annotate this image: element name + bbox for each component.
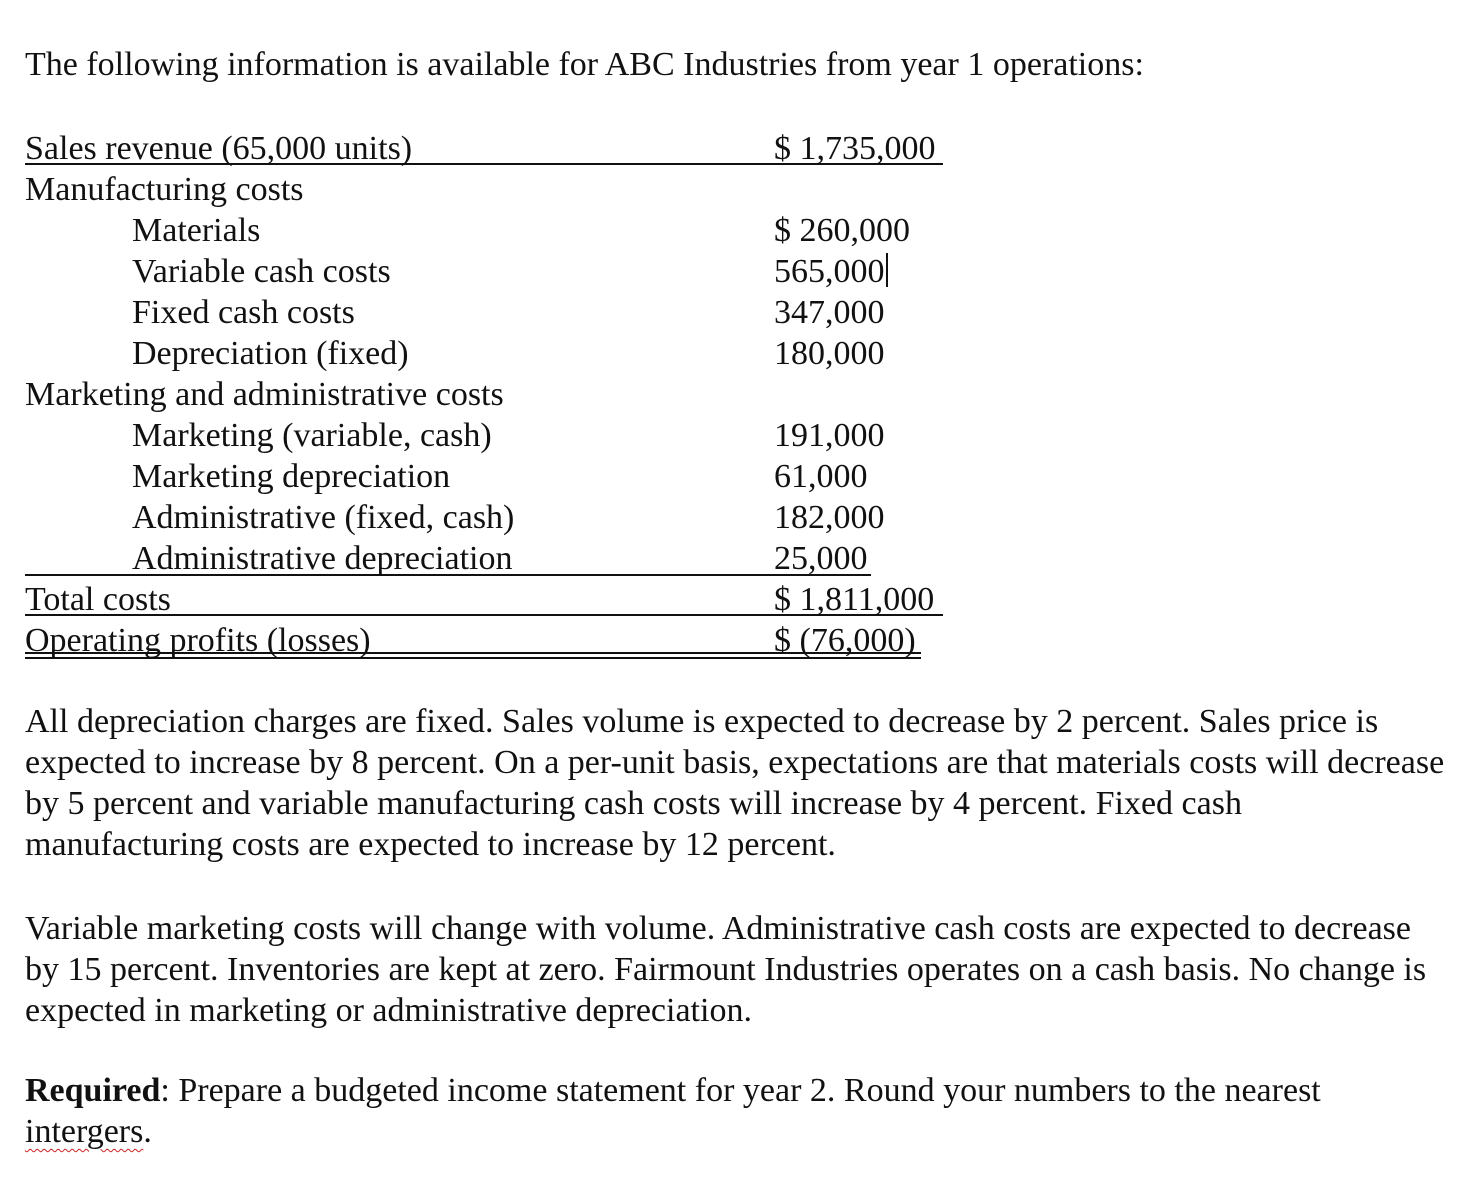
- marketing-depreciation-row: [25, 456, 945, 497]
- sales-label: Sales revenue (65,000 units): [25, 130, 413, 167]
- depreciation-amount: 180,000: [774, 335, 885, 372]
- marketing-heading: Marketing and administrative costs: [25, 376, 504, 413]
- required-text: : Prepare a budgeted income statement for year 2. Round your numbers to the nearest: [160, 1072, 1321, 1109]
- operating-rule-2: [25, 657, 921, 659]
- required-label: Required: [25, 1072, 161, 1109]
- variable-cash-costs-row: [25, 251, 945, 292]
- materials-label: Materials: [132, 212, 261, 249]
- operating-profits-label: Operating profits (losses): [25, 622, 371, 659]
- fixed-cash-costs-label: Fixed cash costs: [132, 294, 355, 331]
- depreciation-row: [25, 333, 945, 374]
- administrative-fixed-row: [25, 497, 945, 538]
- marketing-variable-label: Marketing (variable, cash): [132, 417, 492, 454]
- administrative-fixed-label: Administrative (fixed, cash): [132, 499, 515, 536]
- depreciation-label: Depreciation (fixed): [132, 335, 409, 372]
- marketing-depreciation-label: Marketing depreciation: [132, 458, 451, 495]
- paragraph-other-assumptions: Variable marketing costs will change with volume. Administrative cash costs are expected to decrease by 15 percent. Inventories are kept at zero. Fairmount Industries operates on a cash basis. No change is expected in marketing or administrative depreciation.: [25, 910, 1427, 1029]
- operating-rule-1: [25, 652, 921, 654]
- manufacturing-heading-row: [25, 169, 945, 210]
- administrative-depreciation-amount: 25,000: [774, 540, 868, 577]
- total-costs-label: Total costs: [25, 581, 171, 618]
- marketing-variable-row: [25, 415, 945, 456]
- misspelled-word: intergers: [25, 1113, 144, 1150]
- paragraph-assumptions: All depreciation charges are fixed. Sales volume is expected to decrease by 2 percent. Sales price is expected to increase by 8 percent. On a per-unit basis, expectations are that materials costs will decrease by 5 percent and variable manufacturing cash costs will increase by 4 percent. Fixed cash manufacturing costs are expected to increase by 12 percent.: [25, 703, 1445, 863]
- fixed-cash-costs-amount: 347,000: [774, 294, 885, 331]
- total-rule: [25, 614, 943, 616]
- operating-profits-amount: $ (76,000): [774, 622, 916, 659]
- sales-rule: [25, 163, 943, 165]
- income-statement: [25, 128, 945, 661]
- marketing-variable-amount: 191,000: [774, 417, 885, 454]
- sales-amount: $ 1,735,000: [774, 130, 936, 167]
- marketing-heading-row: [25, 374, 945, 415]
- fixed-cash-costs-row: [25, 292, 945, 333]
- marketing-depreciation-amount: 61,000: [774, 458, 868, 495]
- total-costs-amount: $ 1,811,000: [774, 581, 935, 618]
- administrative-fixed-amount: 182,000: [774, 499, 885, 536]
- operating-profits-row: [25, 620, 945, 661]
- administrative-depreciation-row: [25, 538, 945, 579]
- materials-row: [25, 210, 945, 251]
- manufacturing-heading: Manufacturing costs: [25, 171, 304, 208]
- variable-cash-costs-amount-wrap: [774, 251, 888, 292]
- intro-text: The following information is available for ABC Industries from year 1 operations:: [25, 46, 1144, 83]
- admin-depreciation-rule: [25, 574, 871, 576]
- materials-amount: $ 260,000: [774, 212, 910, 249]
- required-period: .: [143, 1113, 152, 1150]
- administrative-depreciation-label: Administrative depreciation: [132, 540, 513, 577]
- required-instruction: [25, 1070, 1445, 1152]
- variable-cash-costs-amount: 565,000: [774, 253, 885, 290]
- text-cursor: [886, 253, 888, 287]
- variable-cash-costs-label: Variable cash costs: [132, 253, 391, 290]
